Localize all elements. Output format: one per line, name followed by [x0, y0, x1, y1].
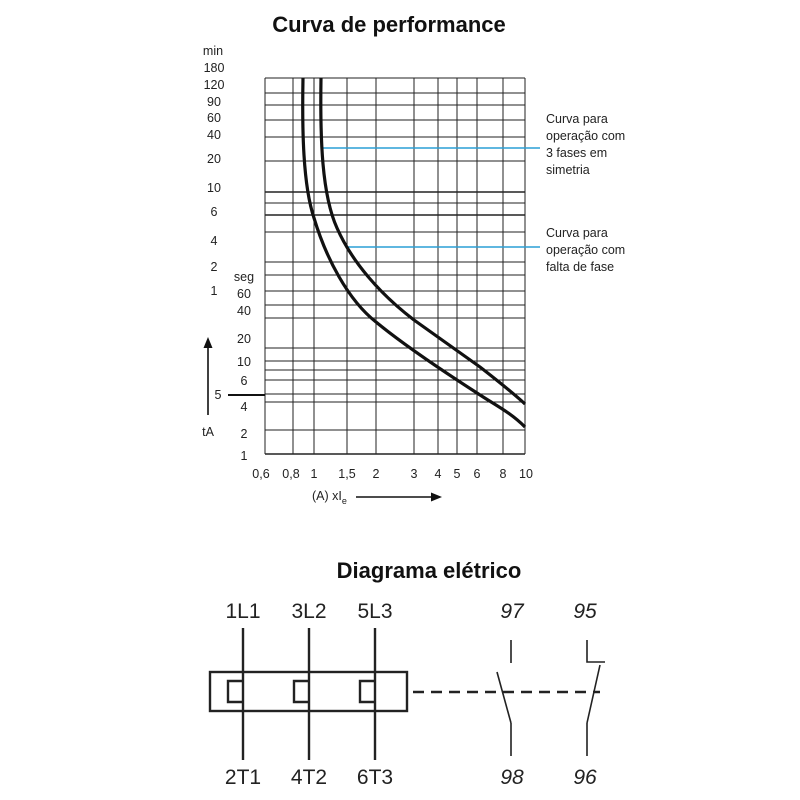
heater-element-2	[294, 681, 309, 702]
min-tick-4: 60	[207, 111, 221, 125]
seg-tick-5: 6	[240, 374, 248, 388]
seg-tick-4: 10	[237, 355, 251, 369]
reference-value: 5	[214, 388, 222, 402]
x-tick-3: 1	[310, 467, 318, 481]
min-tick-labels	[204, 61, 225, 298]
min-tick-10: 2	[210, 260, 218, 274]
x-tick-4: 1,5	[338, 467, 356, 481]
x-tick-labels	[252, 467, 533, 481]
y-axis-label: tA	[202, 425, 214, 439]
terminal-1L1: 1L1	[225, 600, 261, 623]
min-tick-1: 180	[203, 61, 225, 75]
min-tick-11: 1	[210, 284, 218, 298]
terminal-labels	[225, 600, 597, 789]
terminal-3L2: 3L2	[291, 600, 327, 623]
seg-tick-1: 60	[237, 287, 251, 301]
x-axis-arrowhead	[431, 493, 442, 502]
x-tick-2: 0,8	[282, 467, 300, 481]
no-contact-blade	[497, 672, 511, 723]
seg-tick-labels	[237, 287, 251, 463]
seg-tick-8: 1	[240, 449, 248, 463]
three-phase-annotation: Curva para operação com 3 fases em simetria	[546, 112, 626, 177]
terminal-97: 97	[500, 600, 524, 623]
min-tick-2: 120	[203, 78, 225, 92]
terminal-6T3: 6T3	[356, 766, 394, 789]
seg-tick-3: 20	[237, 332, 251, 346]
x-tick-7: 4	[434, 467, 442, 481]
heater-element-3	[360, 681, 375, 702]
terminal-5L3: 5L3	[357, 600, 393, 623]
terminal-4T2: 4T2	[290, 766, 328, 789]
min-tick-7: 10	[207, 181, 221, 195]
seg-tick-2: 40	[237, 304, 251, 318]
min-tick-6: 20	[207, 152, 221, 166]
phase-loss-annotation: Curva para operação com falta de fase	[546, 226, 626, 274]
seg-tick-7: 2	[240, 427, 248, 441]
x-tick-1: 0,6	[252, 467, 270, 481]
performance-chart	[202, 44, 629, 506]
min-tick-8: 6	[210, 205, 218, 219]
x-tick-9: 6	[473, 467, 481, 481]
terminal-2T1: 2T1	[224, 766, 262, 789]
nc-contact-upper	[587, 640, 605, 662]
x-tick-6: 3	[410, 467, 418, 481]
min-tick-3: 90	[207, 95, 221, 109]
terminal-95: 95	[573, 600, 597, 623]
seg-tick-6: 4	[240, 400, 248, 414]
nc-contact-blade	[587, 665, 600, 723]
terminal-96: 96	[573, 766, 597, 789]
x-axis-label: (A) $xI_e$	[312, 489, 347, 506]
terminal-98: 98	[500, 766, 524, 789]
heater-element-1	[228, 681, 243, 702]
min-tick-5: 40	[207, 128, 221, 142]
min-tick-9: 4	[210, 234, 218, 248]
seg-unit-label: seg	[233, 270, 255, 284]
y-axis-arrowhead	[204, 337, 213, 348]
x-tick-8: 5	[453, 467, 461, 481]
electrical-diagram-title: Diagrama elétrico	[336, 558, 522, 583]
x-tick-11: 10	[519, 467, 533, 481]
electrical-diagram	[210, 628, 605, 760]
min-unit-label: min	[202, 44, 224, 58]
performance-curve-title: Curva de performance	[272, 12, 506, 37]
x-tick-5: 2	[372, 467, 380, 481]
x-tick-10: 8	[499, 467, 507, 481]
